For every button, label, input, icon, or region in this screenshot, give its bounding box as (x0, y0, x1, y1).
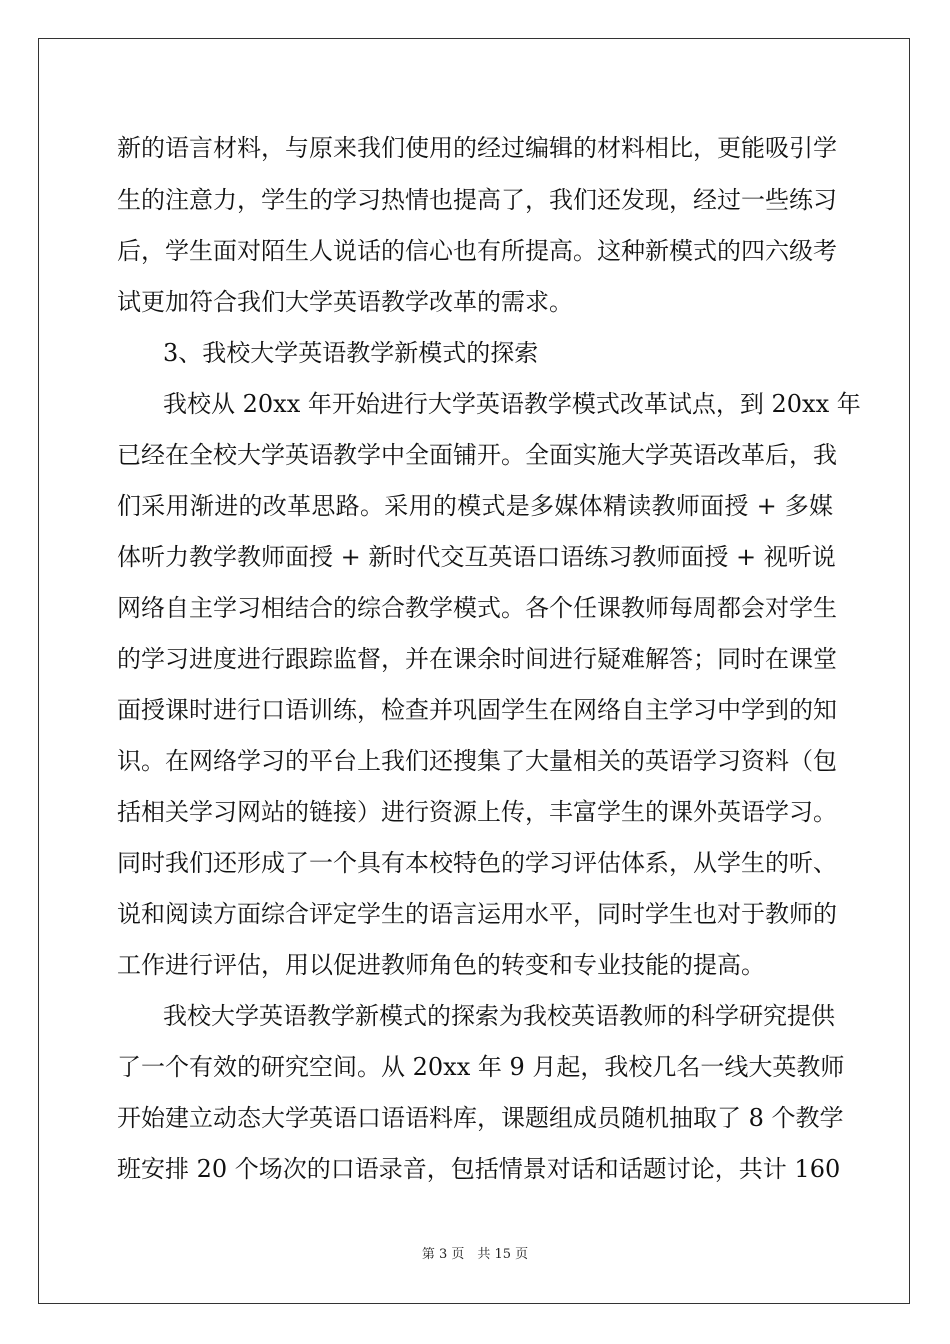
text-line: 我校从 20xx 年开始进行大学英语教学模式改革试点，到 20xx 年 (163, 390, 861, 418)
page-footer: 第 3 页 共 15 页 (421, 1247, 529, 1262)
text-line: 我校大学英语教学新模式的探索为我校英语教师的科学研究提供 (163, 1002, 835, 1030)
text-line: 们采用渐进的改革思路。采用的模式是多媒体精读教师面授 + 多媒 (117, 492, 833, 520)
text-line: 新的语言材料，与原来我们使用的经过编辑的材料相比，更能吸引学 (117, 134, 837, 162)
text-line: 已经在全校大学英语教学中全面铺开。全面实施大学英语改革后，我 (117, 441, 837, 469)
text-line: 网络自主学习相结合的综合教学模式。各个任课教师每周都会对学生 (117, 594, 837, 622)
text-line: 生的注意力，学生的学习热情也提高了，我们还发现，经过一些练习 (117, 186, 837, 214)
section-heading: 3、我校大学英语教学新模式的探索 (163, 339, 539, 367)
text-line: 了一个有效的研究空间。从 20xx 年 9 月起，我校几名一线大英教师 (117, 1053, 845, 1081)
text-line: 括相关学习网站的链接）进行资源上传，丰富学生的课外英语学习。 (117, 798, 837, 826)
text-line: 班安排 20 个场次的口语录音，包括情景对话和话题讨论，共计 160 (117, 1155, 841, 1183)
text-line: 说和阅读方面综合评定学生的语言运用水平，同时学生也对于教师的 (117, 900, 837, 928)
text-line: 开始建立动态大学英语口语语料库，课题组成员随机抽取了 8 个教学 (117, 1104, 844, 1132)
text-line: 后，学生面对陌生人说话的信心也有所提高。这种新模式的四六级考 (117, 237, 837, 265)
text-line: 体听力教学教师面授 + 新时代交互英语口语练习教师面授 + 视听说 (117, 543, 836, 571)
text-line: 试更加符合我们大学英语教学改革的需求。 (117, 288, 573, 316)
text-line: 的学习进度进行跟踪监督，并在课余时间进行疑难解答；同时在课堂 (117, 645, 837, 673)
text-line: 同时我们还形成了一个具有本校特色的学习评估体系，从学生的听、 (117, 849, 837, 877)
text-line: 面授课时进行口语训练，检查并巩固学生在网络自主学习中学到的知 (117, 696, 837, 724)
text-line: 识。在网络学习的平台上我们还搜集了大量相关的英语学习资料（包 (117, 747, 837, 775)
text-line: 工作进行评估，用以促进教师角色的转变和专业技能的提高。 (117, 951, 765, 979)
